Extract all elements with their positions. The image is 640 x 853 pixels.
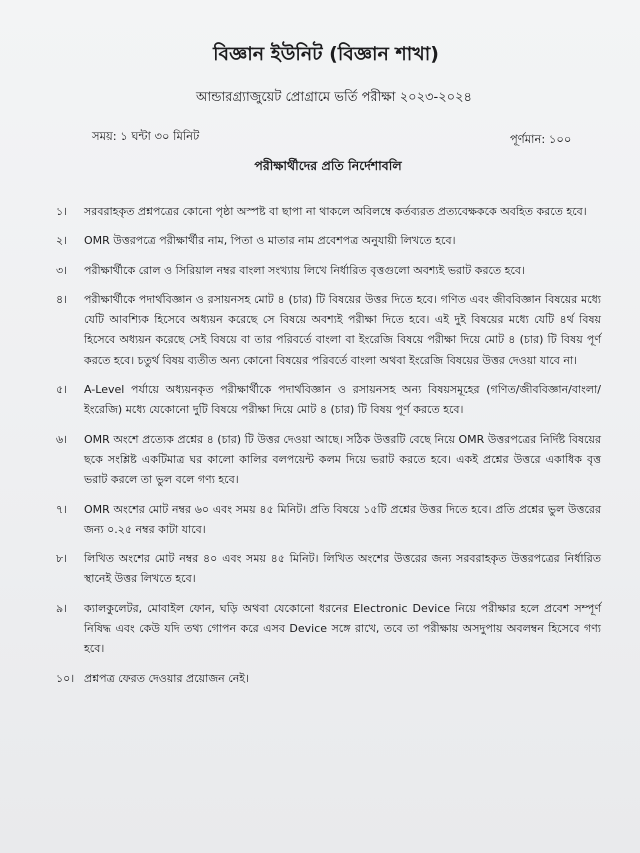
full-marks: পূর্ণমান: ১০০: [510, 132, 572, 146]
instruction-number: ৩।: [56, 263, 68, 277]
instruction-number: ১০।: [56, 671, 75, 685]
instruction-number: ৯।: [56, 601, 68, 615]
instruction-item: [56, 290, 601, 371]
instruction-item: [56, 549, 601, 590]
unit-title: বিজ্ঞান ইউনিট (বিজ্ঞান শাখা): [213, 43, 439, 65]
exam-duration: সময়: ১ ঘন্টা ৩০ মিনিট: [92, 129, 200, 143]
instruction-number: ৪।: [56, 292, 68, 306]
instruction-text: পরীক্ষার্থীকে রোল ও সিরিয়াল নম্বর বাংলা সংখ্যায় লিখে নির্ধারিত বৃত্তগুলো অবশ্যই ভরাট করতে হবে।: [84, 263, 525, 277]
instruction-text: A-Level পর্যায়ে অধ্যয়নকৃত পরীক্ষার্থীকে পদার্থবিজ্ঞান ও রসায়নসহ অন্য বিষয়সমূহের (গণিত/জীববিজ্ঞান/বাংলা/ইংরেজি) মধ্যে যেকোনো দুটি বিষয়ে পরীক্ষা দিয়ে মোট ৪ (চার) টি বিষয় পূর্ণ করতে হবে।: [84, 383, 601, 417]
instruction-item: [56, 599, 601, 660]
instruction-text: OMR অংশের মোট নম্বর ৬০ এবং সময় ৪৫ মিনিট। প্রতি বিষয়ে ১৫টি প্রশ্নের উত্তর দিতে হবে। প্রতি প্রশ্নের ভুল উত্তরের জন্য ০.২৫ নম্বর কাটা যাবে।: [84, 502, 601, 536]
instruction-number: ৬।: [56, 432, 68, 446]
instruction-item: [56, 380, 601, 421]
instruction-text: OMR উত্তরপত্রে পরীক্ষার্থীর নাম, পিতা ও মাতার নাম প্রবেশপত্র অনুযায়ী লিখতে হবে।: [84, 234, 456, 248]
instruction-text: সরবরাহকৃত প্রশ্নপত্রের কোনো পৃষ্ঠা অস্পষ্ট বা ছাপা না থাকলে অবিলম্বে কর্তব্যরত প্রত্যবেক্ষককে অবহিত করতে হবে।: [84, 205, 587, 218]
instructions-heading: পরীক্ষার্থীদের প্রতি নির্দেশাবলি: [254, 158, 402, 173]
instruction-text: ক্যালকুলেটর, মোবাইল ফোন, ঘড়ি অথবা যেকোনো ধরনের Electronic Device নিয়ে পরীক্ষার হলে প্রবেশ সম্পূর্ণ নিষিদ্ধ এবং কেউ যদি তথ্য গোপন করে এসব Device সঙ্গে রাখে, তবে তা পরীক্ষায় অসদুপায় অবলম্বন হিসেবে গণ্য হবে।: [84, 601, 601, 656]
instruction-text: OMR অংশে প্রত্যেক প্রশ্নের ৪ (চার) টি উত্তর দেওয়া আছে। সঠিক উত্তরটি বেছে নিয়ে OMR উত্তরপত্রের নির্দিষ্ট বিষয়ের ছকে সংশ্লিষ্ট একটিমাত্র ঘর কালো কালির বলপয়েন্ট কলম দিয়ে ভরাট করতে হবে। একই প্রশ্নের উত্তরে একাধিক বৃত্ত ভরাট করলে তা ভুল বলে গণ্য হবে।: [84, 432, 601, 487]
instruction-list: [56, 202, 601, 698]
instruction-item: [56, 430, 601, 491]
instruction-item: [56, 202, 601, 222]
instruction-item: [56, 669, 601, 689]
instruction-item: [56, 500, 601, 541]
instruction-text: পরীক্ষার্থীকে পদার্থবিজ্ঞান ও রসায়নসহ মোট ৪ (চার) টি বিষয়ের উত্তর দিতে হবে। গণিত এবং জীববিজ্ঞান বিষয়ের মধ্যে যেটি আবশ্যিক হিসেবে অধ্যয়ন করেছে সে বিষয়ে অবশ্যই পরীক্ষা দিতে হবে। এই দুই বিষয়ের মধ্যে যেটি ৪র্থ বিষয় হিসেবে অধ্যয়ন করেছে সেই বিষয়ে বা তার পরিবর্তে বাংলা বা ইংরেজি বিষয়ে পরীক্ষা দিয়ে মোট ৪ (চার) টি বিষয় পূর্ণ করতে হবে। চতুর্থ বিষয় ব্যতীত অন্য কোনো বিষয়ের পরিবর্তে বাংলা অথবা ইংরেজি বিষয়ের উত্তর দেওয়া যাবে না।: [84, 292, 601, 367]
instruction-number: ১।: [56, 205, 68, 218]
exam-subtitle: আন্ডারগ্র্যাজুয়েট প্রোগ্রামে ভর্তি পরীক্ষা ২০২৩-২০২৪: [195, 90, 472, 105]
instruction-text: প্রশ্নপত্র ফেরত দেওয়ার প্রয়োজন নেই।: [84, 671, 249, 685]
instruction-text: লিখিত অংশের মোট নম্বর ৪০ এবং সময় ৪৫ মিনিট। লিখিত অংশের উত্তরের জন্য সরবরাহকৃত উত্তরপত্রের নির্ধারিত স্থানেই উত্তর লিখতে হবে।: [84, 552, 601, 586]
instruction-number: ২।: [56, 234, 68, 248]
instruction-item: [56, 231, 601, 251]
instruction-number: ৭।: [56, 502, 68, 516]
instruction-number: ৫।: [56, 383, 68, 397]
instruction-number: ৮।: [56, 552, 68, 566]
instruction-item: [56, 261, 601, 281]
